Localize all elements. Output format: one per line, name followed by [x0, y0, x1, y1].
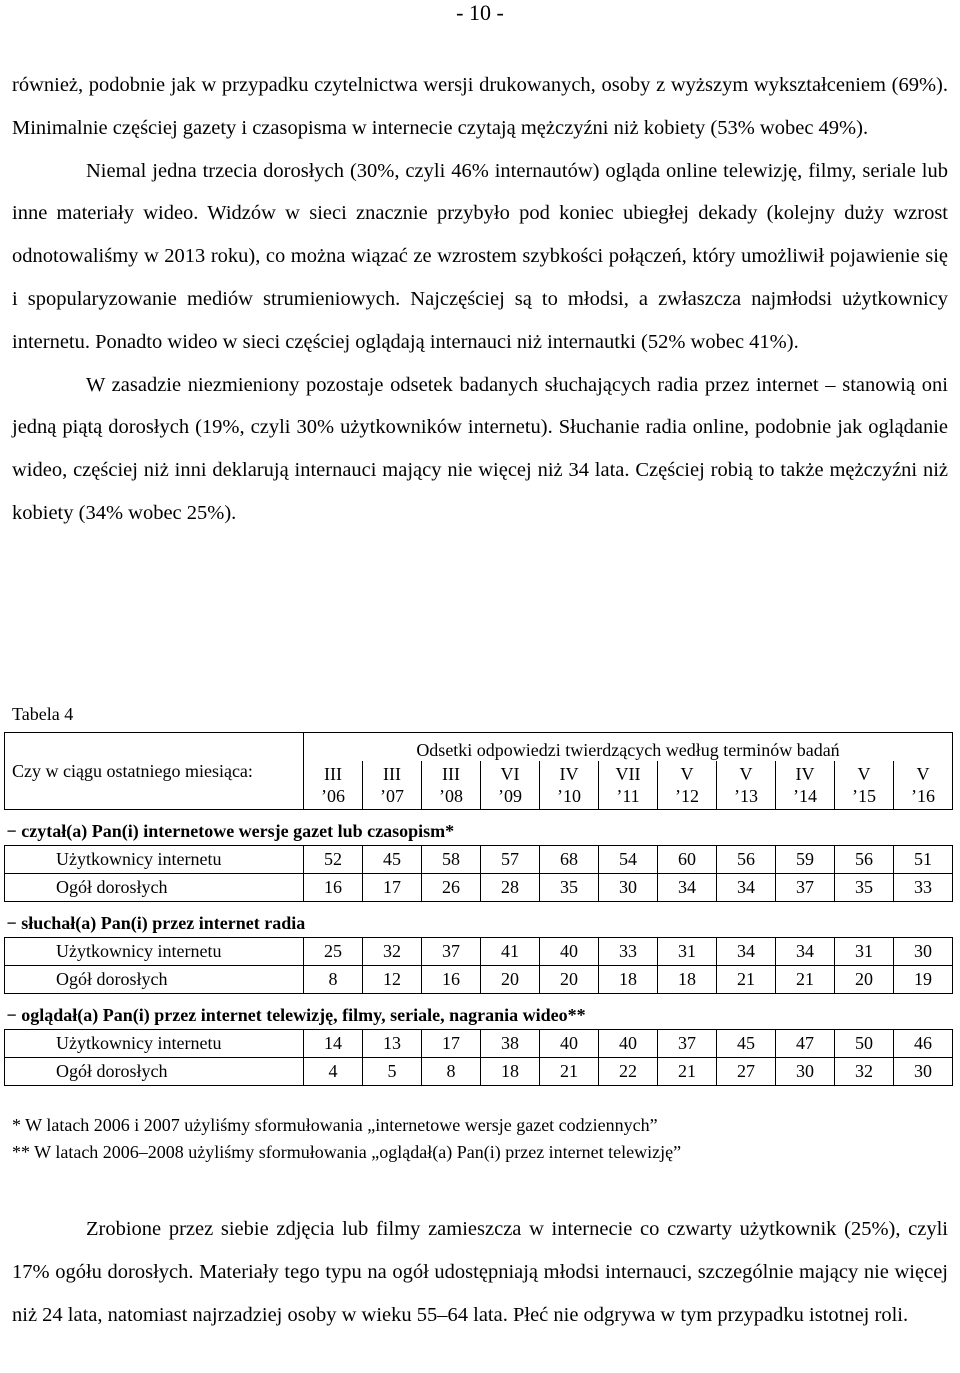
table-caption: Tabela 4 [12, 704, 74, 724]
table-cell: 30 [894, 1058, 953, 1086]
table-row [5, 966, 953, 994]
row-label: Ogół dorosłych [5, 1058, 304, 1086]
column-month: III [324, 764, 342, 784]
column-header [776, 761, 835, 810]
column-month: IV [795, 764, 815, 784]
table-cell: 45 [717, 1030, 776, 1058]
table-row [5, 874, 953, 902]
group-header: Odsetki odpowiedzi twierdzących według terminów badań [304, 733, 953, 762]
table-cell: 4 [304, 1058, 363, 1086]
table-cell: 57 [481, 846, 540, 874]
column-month: V [739, 764, 753, 784]
column-header [363, 761, 422, 810]
table-cell: 22 [599, 1058, 658, 1086]
spacer-row [5, 994, 953, 1003]
column-year: ’10 [557, 786, 581, 806]
table-row [5, 1058, 953, 1086]
table-cell: 17 [363, 874, 422, 902]
table-cell: 37 [422, 938, 481, 966]
table-cell: 30 [776, 1058, 835, 1086]
table-cell: 16 [304, 874, 363, 902]
table-cell: 28 [481, 874, 540, 902]
table-cell: 34 [717, 938, 776, 966]
column-year: ’15 [852, 786, 876, 806]
row-label: Ogół dorosłych [5, 966, 304, 994]
table-cell: 37 [658, 1030, 717, 1058]
table-cell: 27 [717, 1058, 776, 1086]
question-header: Czy w ciągu ostatniego miesiąca: [5, 733, 304, 810]
column-header [422, 761, 481, 810]
table-cell: 12 [363, 966, 422, 994]
column-month: VII [615, 764, 641, 784]
row-label: Użytkownicy internetu [5, 938, 304, 966]
section-row [5, 818, 953, 846]
table-cell: 25 [304, 938, 363, 966]
spacer-row [5, 902, 953, 911]
paragraph: W zasadzie niezmieniony pozostaje odsetek badanych słuchających radia przez internet – stanowią oni jedną piątą dorosłych (19%, czyli 30% użytkowników internetu). Słuchanie radia online, podobnie jak oglądanie wideo, częściej niż inni deklarują internauci mający nie więcej niż 34 lata. Częściej robią to także mężczyźni niż kobiety (34% wobec 25%). [12, 373, 948, 524]
table-cell: 8 [304, 966, 363, 994]
section-title: − słuchał(a) Pan(i) przez internet radia [6, 913, 306, 933]
table-cell: 52 [304, 846, 363, 874]
footnote: * W latach 2006 i 2007 użyliśmy sformułowania „internetowe wersje gazet codziennych” [12, 1115, 658, 1135]
column-month: IV [559, 764, 579, 784]
column-year: ’12 [675, 786, 699, 806]
table-cell: 13 [363, 1030, 422, 1058]
column-year: ’11 [616, 786, 640, 806]
table-cell: 34 [717, 874, 776, 902]
table-header-row [5, 733, 953, 762]
spacer-cell [5, 810, 953, 819]
table-cell: 19 [894, 966, 953, 994]
spacer-cell [5, 902, 953, 911]
section-title: − oglądał(a) Pan(i) przez internet telewizję, filmy, seriale, nagrania wideo** [6, 1005, 586, 1025]
table-cell: 40 [540, 1030, 599, 1058]
table-cell: 56 [717, 846, 776, 874]
table-row [5, 1030, 953, 1058]
table-cell: 68 [540, 846, 599, 874]
column-year: ’09 [498, 786, 522, 806]
section-row [5, 910, 953, 938]
table-cell: 16 [422, 966, 481, 994]
table-cell: 45 [363, 846, 422, 874]
spacer-row [5, 810, 953, 819]
column-header [894, 761, 953, 810]
table-cell: 59 [776, 846, 835, 874]
paragraph: Niemal jedna trzecia dorosłych (30%, czyli 46% internautów) ogląda online telewizję, filmy, seriale lub inne materiały wideo. Widzów w sieci znacznie przybyło pod koniec ubiegłej dekady (kolejny duży wzrost odnotowaliśmy w 2013 roku), co można wiązać ze wzrostem szybkości połączeń, który umożliwił pojawienie się i spopularyzowanie mediów strumieniowych. Najczęściej są to młodsi, a zwłaszcza najmłodsi użytkownicy internetu. Ponadto wideo w sieci częściej oglądają internauci niż internautki (52% wobec 41%). [12, 159, 948, 353]
table-cell: 32 [363, 938, 422, 966]
table-cell: 21 [658, 1058, 717, 1086]
table-cell: 35 [540, 874, 599, 902]
table-cell: 5 [363, 1058, 422, 1086]
table-cell: 8 [422, 1058, 481, 1086]
table-cell: 21 [717, 966, 776, 994]
table-cell: 30 [894, 938, 953, 966]
table-cell: 18 [481, 1058, 540, 1086]
column-month: V [916, 764, 930, 784]
column-header [540, 761, 599, 810]
column-header [304, 761, 363, 810]
column-year: ’07 [380, 786, 404, 806]
column-header [599, 761, 658, 810]
section-row [5, 1002, 953, 1030]
table-cell: 38 [481, 1030, 540, 1058]
table-cell: 41 [481, 938, 540, 966]
table-cell: 18 [658, 966, 717, 994]
table-row [5, 938, 953, 966]
table-cell: 40 [540, 938, 599, 966]
table-cell: 50 [835, 1030, 894, 1058]
table-cell: 31 [658, 938, 717, 966]
table-cell: 37 [776, 874, 835, 902]
column-month: III [383, 764, 401, 784]
column-month: VI [500, 764, 520, 784]
column-year: ’08 [439, 786, 463, 806]
table-cell: 54 [599, 846, 658, 874]
table-cell: 14 [304, 1030, 363, 1058]
column-header [717, 761, 776, 810]
table-cell: 56 [835, 846, 894, 874]
data-table [4, 732, 953, 1086]
column-month: III [442, 764, 460, 784]
page-number: - 10 - [456, 0, 504, 25]
footnotes [12, 1112, 681, 1166]
table-cell: 21 [776, 966, 835, 994]
table-cell: 17 [422, 1030, 481, 1058]
table-cell: 34 [658, 874, 717, 902]
table-cell: 60 [658, 846, 717, 874]
table-cell: 35 [835, 874, 894, 902]
spacer-cell [5, 994, 953, 1003]
footnote: ** W latach 2006–2008 użyliśmy sformułowania „oglądał(a) Pan(i) przez internet telewizję” [12, 1142, 682, 1162]
table-cell: 40 [599, 1030, 658, 1058]
column-header [835, 761, 894, 810]
table-cell: 33 [599, 938, 658, 966]
row-label: Ogół dorosłych [5, 874, 304, 902]
row-label: Użytkownicy internetu [5, 846, 304, 874]
row-label: Użytkownicy internetu [5, 1030, 304, 1058]
table-cell: 21 [540, 1058, 599, 1086]
section-title: − czytał(a) Pan(i) internetowe wersje gazet lub czasopism* [6, 821, 455, 841]
table-cell: 20 [481, 966, 540, 994]
table-cell: 46 [894, 1030, 953, 1058]
table-cell: 34 [776, 938, 835, 966]
column-header [481, 761, 540, 810]
table-cell: 47 [776, 1030, 835, 1058]
column-year: ’16 [911, 786, 935, 806]
table-cell: 26 [422, 874, 481, 902]
paragraph: Zrobione przez siebie zdjęcia lub filmy zamieszcza w internecie co czwarty użytkownik (25%), czyli 17% ogółu dorosłych. Materiały tego typu na ogół udostępniają młodsi internauci, szczególnie mający nie więcej niż 24 lata, natomiast najrzadziej osoby w wieku 55–64 lata. Płeć nie odgrywa w tym przypadku istotnej roli. [12, 1218, 948, 1327]
table-cell: 51 [894, 846, 953, 874]
table-cell: 30 [599, 874, 658, 902]
column-month: V [680, 764, 694, 784]
body-text-bottom [12, 1208, 948, 1338]
table-cell: 20 [540, 966, 599, 994]
column-header [658, 761, 717, 810]
table-cell: 33 [894, 874, 953, 902]
table-cell: 58 [422, 846, 481, 874]
table-row [5, 846, 953, 874]
column-year: ’14 [793, 786, 817, 806]
table-cell: 32 [835, 1058, 894, 1086]
column-month: V [857, 764, 871, 784]
body-text-top [12, 64, 948, 535]
table-cell: 31 [835, 938, 894, 966]
table-cell: 18 [599, 966, 658, 994]
column-year: ’06 [321, 786, 345, 806]
paragraph: również, podobnie jak w przypadku czytelnictwa wersji drukowanych, osoby z wyższym wykształceniem (69%). Minimalnie częściej gazety i czasopisma w internecie czytają mężczyźni niż kobiety (53% wobec 49%). [12, 74, 948, 139]
table-cell: 20 [835, 966, 894, 994]
column-year: ’13 [734, 786, 758, 806]
